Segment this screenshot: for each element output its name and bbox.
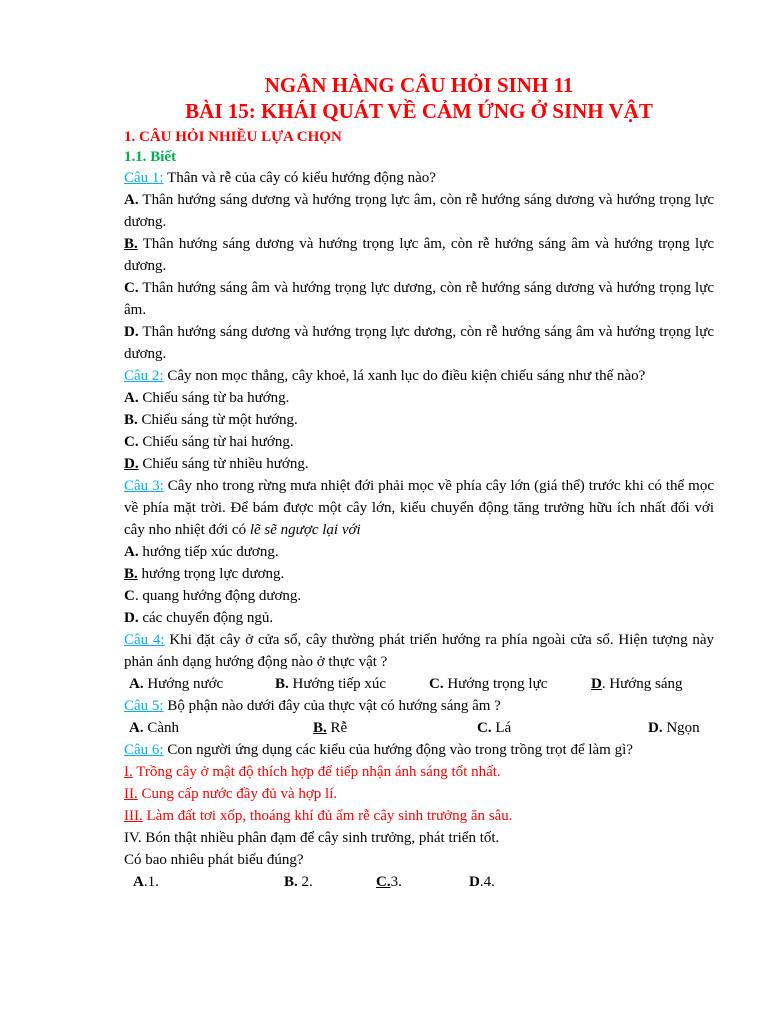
q1-option-b: B. Thân hướng sáng dương và hướng trọng lực âm, còn rễ hướng sáng âm và hướng trọng lực dương. [124,236,714,274]
question-3-label: Câu 3: [124,478,164,494]
q5-option-b: B. Rễ [313,720,348,736]
q4-option-a: A. Hướng nước [129,676,224,692]
q2-option-b: B. Chiếu sáng từ một hướng. [124,412,298,428]
question-2: Câu 2: Cây non mọc thẳng, cây khoẻ, lá xanh lục do điều kiện chiếu sáng như thế nào? [124,368,646,384]
q1-option-a: A. Thân hướng sáng dương và hướng trọng lực âm, còn rễ hướng sáng dương và hướng trọng lực dương. [124,192,714,230]
q5-option-a: A. Cành [129,720,180,736]
q6-options-row [124,871,714,893]
q6-statement-3: III. Làm đất tơi xốp, thoáng khí đủ ẩm rễ cây sinh trưởng ăn sâu. [124,808,513,824]
section-heading: 1. CÂU HỎI NHIỀU LỰA CHỌN [124,129,342,145]
q4-option-d: D. Hướng sáng [591,676,683,692]
q3-option-a: A. hướng tiếp xúc dương. [124,544,279,560]
q6-statement-2: II. Cung cấp nước đầy đủ và hợp lí. [124,786,338,802]
q4-option-c: C. Hướng trọng lực [429,676,548,692]
q1-option-d: D. Thân hướng sáng dương và hướng trọng lực dương, còn rễ hướng sáng âm và hướng trọng lực dương. [124,324,714,362]
subsection-heading: 1.1. Biết [124,149,177,165]
question-1: Câu 1: Thân và rễ của cây có kiểu hướng động nào? [124,170,436,186]
q6-option-a: A.1. [133,874,159,890]
q1-option-c: C. Thân hướng sáng âm và hướng trọng lực dương, còn rễ hướng sáng dương và hướng trọng lực âm. [124,280,714,318]
question-3: Câu 3: Cây nho trong rừng mưa nhiệt đới phải mọc về phía cây lớn (giá thể) trước khi có thể mọc về phía mặt trời. Để bám được một cây lớn, kiểu chuyển động tăng trưởng hữu ích nhất đối với cây nho nhiệt đới có lẽ sẽ ngược lại với [124,478,714,538]
q3-option-b: B. hướng trọng lực dương. [124,566,285,582]
q2-option-a: A. Chiếu sáng từ ba hướng. [124,390,290,406]
q5-options-row [124,717,714,739]
question-4-label: Câu 4: [124,632,165,648]
title-block [0,72,768,124]
q6-statement-1: I. Trồng cây ở mật độ thích hợp để tiếp nhận ánh sáng tốt nhất. [124,764,501,780]
q5-option-d: D. Ngọn [648,720,700,736]
q5-option-c: C. Lá [477,720,512,736]
q6-option-b: B. 2. [284,874,313,890]
question-5-label: Câu 5: [124,698,164,714]
q3-option-c: C. quang hướng động dương. [124,588,302,604]
q6-option-c: C.3. [376,874,402,890]
question-6-label: Câu 6: [124,742,164,758]
q2-option-d: D. Chiếu sáng từ nhiều hướng. [124,456,309,472]
title-line-1: NGÂN HÀNG CÂU HỎI SINH 11 [264,73,574,97]
question-6: Câu 6: Con người ứng dụng các kiểu của hướng động vào trong trồng trọt để làm gì? [124,742,633,758]
q2-option-c: C. Chiếu sáng từ hai hướng. [124,434,294,450]
q6-prompt: Có bao nhiêu phát biểu đúng? [124,852,304,868]
title-line-2: BÀI 15: KHÁI QUÁT VỀ CẢM ỨNG Ở SINH VẬT [185,99,653,123]
question-1-label: Câu 1: [124,170,164,186]
q6-statement-4: IV. Bón thật nhiều phân đạm để cây sinh trưởng, phát triển tốt. [124,830,500,846]
q4-option-b: B. Hướng tiếp xúc [275,676,387,692]
question-5: Câu 5: Bộ phận nào dưới đây của thực vật có hướng sáng âm ? [124,698,501,714]
q4-options-row [124,673,714,695]
q3-option-d: D. các chuyển động ngủ. [124,610,274,626]
question-4: Câu 4: Khi đặt cây ở cửa sổ, cây thường phát triển hướng ra phía ngoài cửa sổ. Hiện tượng này phản ánh dạng hướng động nào ở thực vật ? [124,632,714,670]
question-2-label: Câu 2: [124,368,164,384]
q6-option-d: D.4. [469,874,495,890]
